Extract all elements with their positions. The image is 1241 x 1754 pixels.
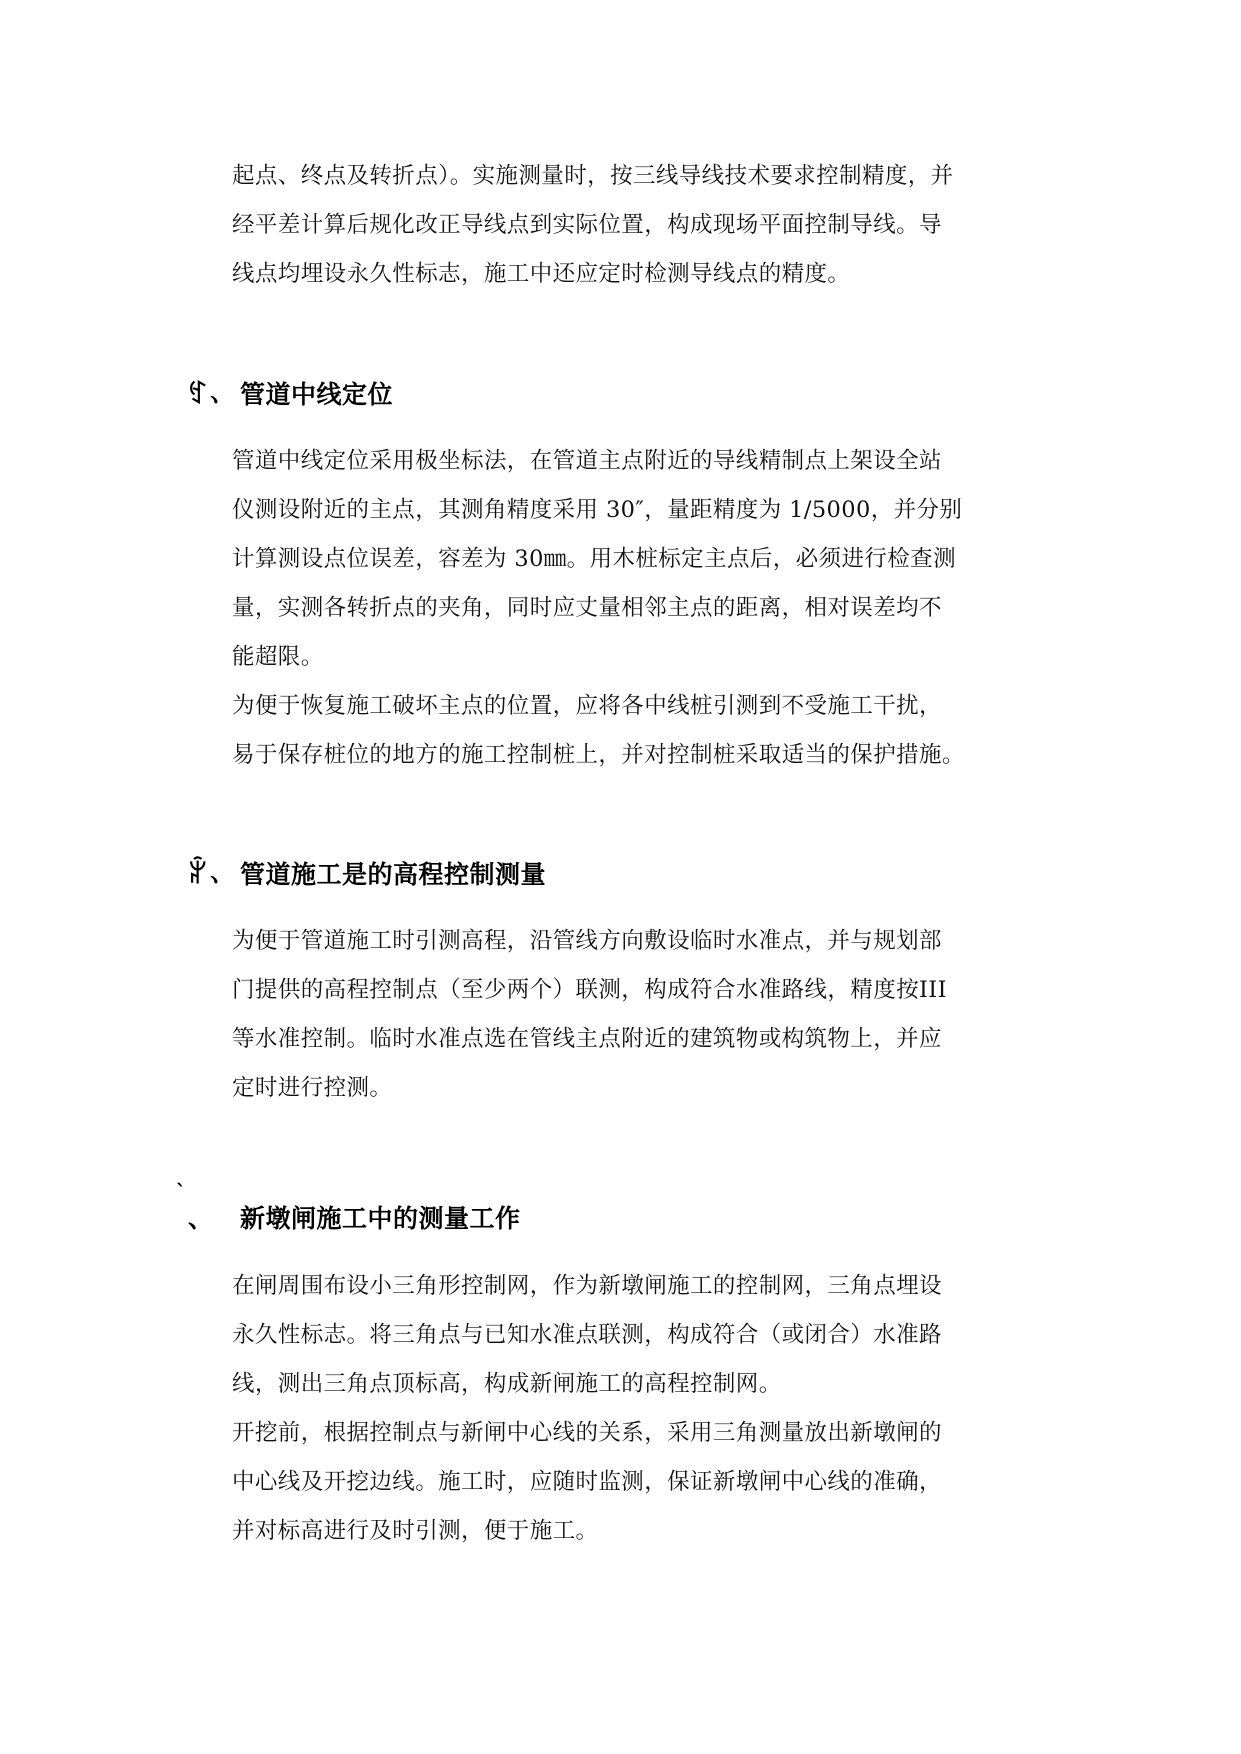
intro-line-2: 经平差计算后规化改正导线点到实际位置，构成现场平面控制导线。导 bbox=[232, 212, 942, 238]
section3-line-5: 中心线及开挖边线。施工时，应随时监测，保证新墩闸中心线的准确， bbox=[232, 1469, 942, 1495]
section2-paragraph bbox=[232, 917, 1014, 1113]
intro-line-3: 线点均埋设永久性标志，施工中还应定时检测导线点的精度。 bbox=[232, 261, 851, 287]
section2-line-1: 为便于管道施工时引测高程，沿管线方向敷设临时水准点，并与规划部 bbox=[232, 928, 942, 954]
section2-line-4: 定时进行控测。 bbox=[232, 1075, 393, 1101]
section3-line-6: 并对标高进行及时引测，便于施工。 bbox=[232, 1518, 599, 1544]
section1-line-7: 易于保存桩位的地方的施工控制桩上，并对控制桩采取适当的保护措施。 bbox=[232, 742, 965, 768]
section-heading-pipeline-centerline bbox=[188, 373, 393, 413]
section1-line-3: 计算测设点位误差，容差为 30㎜。用木桩标定主点后，必须进行检查测 bbox=[232, 546, 956, 572]
section2-line-2: 门提供的高程控制点（至少两个）联测，构成符合水准路线，精度按III bbox=[232, 977, 947, 1003]
section2-line-3: 等水准控制。临时水准点选在管线主点附近的建筑物或构筑物上，并应 bbox=[232, 1026, 942, 1052]
section1-paragraph bbox=[232, 437, 1014, 780]
section3-line-1: 在闸周围布设小三角形控制网，作为新墩闸施工的控制网，三角点埋设 bbox=[232, 1273, 942, 1299]
section1-line-6: 为便于恢复施工破坏主点的位置，应将各中线桩引测到不受施工干扰， bbox=[232, 693, 942, 719]
section-title: 新墩闸施工中的测量工作 bbox=[240, 1204, 521, 1233]
section-heading-gate-measurement bbox=[188, 1197, 521, 1237]
section1-line-1: 管道中线定位采用极坐标法，在管道主点附近的导线精制点上架设全站 bbox=[232, 448, 942, 474]
section1-line-4: 量，实测各转折点的夹角，同时应丈量相邻主点的距离，相对误差均不 bbox=[232, 595, 942, 621]
section1-line-5: 能超限。 bbox=[232, 644, 324, 670]
section-number: ꆲ、 bbox=[188, 859, 228, 889]
section3-paragraph bbox=[232, 1262, 1014, 1556]
section1-line-2: 仪测设附近的主点，其测角精度采用 30″，量距精度为 1/5000，并分别 bbox=[232, 497, 963, 523]
section3-line-4: 开挖前，根据控制点与新闸中心线的关系，采用三角测量放出新墩闸的 bbox=[232, 1420, 942, 1446]
heading-mark: ˋ bbox=[176, 1180, 186, 1204]
section3-line-3: 线，测出三角点顶标高，构成新闸施工的高程控制网。 bbox=[232, 1371, 782, 1397]
section-heading-elevation-control bbox=[188, 853, 546, 893]
intro-line-1: 起点、终点及转折点）。实施测量时，按三线导线技术要求控制精度，并 bbox=[232, 163, 954, 189]
intro-paragraph bbox=[232, 152, 1014, 299]
section-title: 管道中线定位 bbox=[240, 380, 394, 409]
section-number: ꉐ、 bbox=[188, 379, 228, 409]
section-title: 管道施工是的高程控制测量 bbox=[240, 860, 547, 889]
section-number: 、 bbox=[188, 1204, 214, 1233]
section3-line-2: 永久性标志。将三角点与已知水准点联测，构成符合（或闭合）水准路 bbox=[232, 1322, 942, 1348]
